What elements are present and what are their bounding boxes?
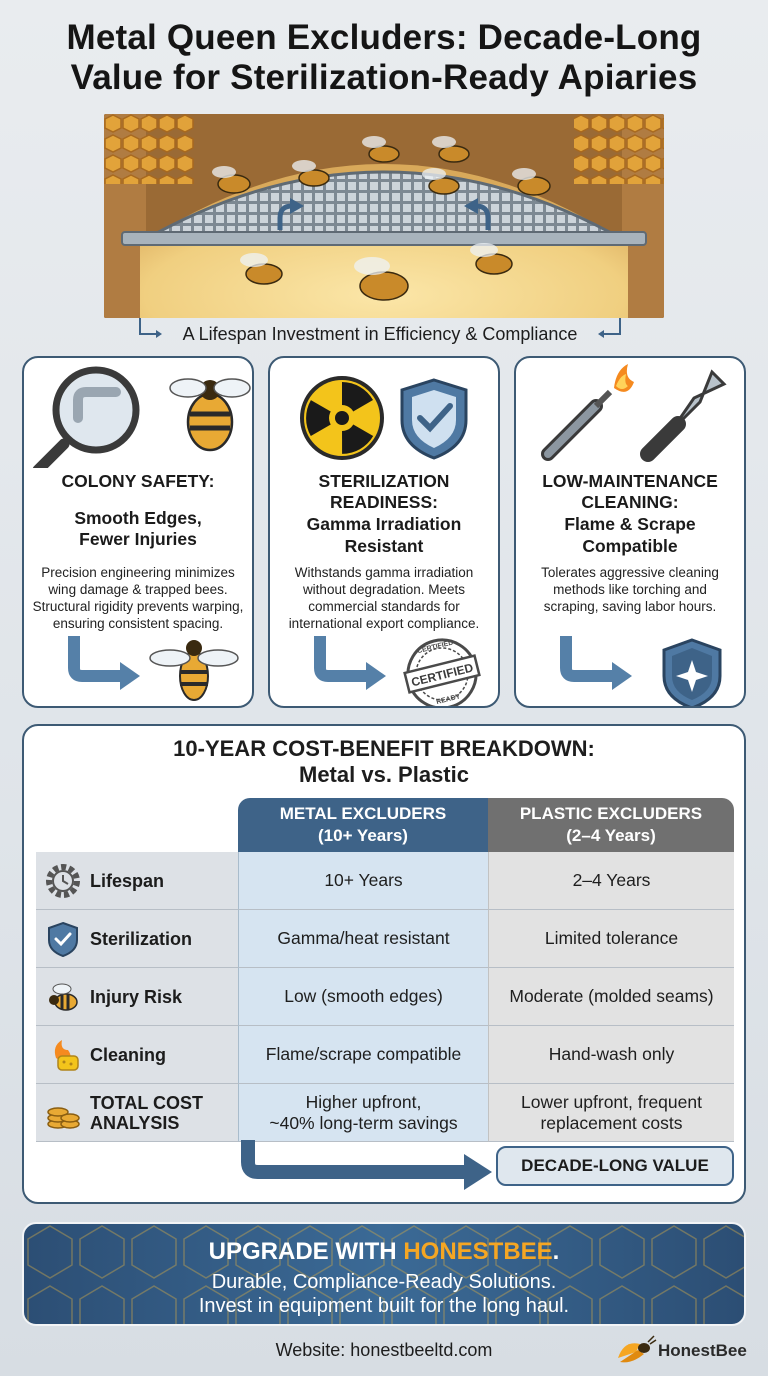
bee-logo-icon bbox=[614, 1334, 658, 1368]
card-body-line: ensuring consistent spacing. bbox=[52, 616, 224, 631]
plastic-value: Moderate (molded seams) bbox=[488, 968, 734, 1026]
metal-value-line: Higher upfront, bbox=[305, 1091, 422, 1112]
card-body-line: methods like torching and bbox=[553, 582, 707, 597]
table-row bbox=[36, 852, 734, 910]
row-label-cell bbox=[36, 1084, 238, 1142]
page-title bbox=[0, 18, 768, 98]
honestbee-logo bbox=[614, 1334, 764, 1368]
title-line-1: Metal Queen Excluders: Decade-Long bbox=[66, 18, 702, 57]
shield-sparkle-icon bbox=[664, 640, 720, 708]
card-subhead-line: Fewer Injuries bbox=[79, 529, 197, 549]
card-body-line: Withstands gamma irradiation bbox=[294, 565, 474, 580]
column-header-sub: (2–4 Years) bbox=[566, 826, 656, 845]
row-label-cell bbox=[36, 852, 238, 910]
hive-excluder-illustration bbox=[104, 114, 664, 318]
radiation-icon bbox=[295, 378, 382, 463]
card-subhead-line: Smooth Edges, bbox=[74, 508, 202, 528]
plastic-value: 2–4 Years bbox=[488, 852, 734, 910]
card-icons bbox=[270, 358, 498, 468]
hero-caption: A Lifespan Investment in Efficiency & Compliance bbox=[182, 324, 578, 344]
card-bottom-art bbox=[270, 618, 498, 708]
stamp-center-text: CERTIFIED bbox=[409, 660, 475, 690]
row-label-cell bbox=[36, 910, 238, 968]
plastic-value: Hand-wash only bbox=[488, 1026, 734, 1084]
card-body-line: Precision engineering minimizes bbox=[41, 565, 235, 580]
cta-banner bbox=[22, 1222, 746, 1326]
shield-check-icon bbox=[44, 920, 82, 958]
card-bottom-art bbox=[516, 618, 744, 708]
metal-value: Gamma/heat resistant bbox=[238, 910, 488, 968]
card-body-line: commercial standards for bbox=[308, 599, 460, 614]
card-heading: COLONY SAFETY: bbox=[61, 471, 215, 491]
table-row bbox=[36, 968, 734, 1026]
hero-illustration bbox=[104, 114, 664, 318]
card-heading: LOW-MAINTENANCE bbox=[542, 471, 718, 491]
hero-caption-bracket bbox=[130, 318, 630, 348]
cost-benefit-table bbox=[22, 724, 746, 1204]
cta-headline bbox=[24, 1238, 744, 1266]
cta-line-3: Invest in equipment built for the long haul. bbox=[198, 1295, 570, 1317]
plastic-value-line: replacement costs bbox=[540, 1112, 683, 1133]
column-header-plastic bbox=[488, 798, 734, 852]
certified-stamp-icon bbox=[399, 632, 485, 708]
bee-icon bbox=[170, 379, 250, 450]
cta-suffix: . bbox=[552, 1238, 560, 1265]
gear-clock-icon bbox=[44, 862, 82, 900]
table-row bbox=[36, 1084, 734, 1142]
card-low-maintenance-cleaning bbox=[514, 356, 746, 708]
cta-brand: HONESTBEE bbox=[403, 1238, 553, 1265]
row-label: Injury Risk bbox=[90, 987, 183, 1007]
table-row bbox=[36, 910, 734, 968]
row-label: Cleaning bbox=[90, 1045, 167, 1065]
bee-icon bbox=[150, 640, 238, 700]
column-header-sub: (10+ Years) bbox=[318, 826, 408, 845]
cta-line-2: Durable, Compliance-Ready Solutions. bbox=[211, 1271, 557, 1293]
plastic-value: Limited tolerance bbox=[488, 910, 734, 968]
arrow-icon bbox=[74, 636, 140, 690]
card-subhead-line: Flame & Scrape bbox=[564, 514, 696, 534]
table-title bbox=[24, 736, 744, 788]
torch-icon bbox=[548, 364, 634, 454]
card-body-line: scraping, saving labor hours. bbox=[543, 599, 717, 614]
flame-sponge-icon bbox=[44, 1036, 82, 1074]
row-label: Lifespan bbox=[90, 871, 165, 891]
metal-value-line: ~40% long-term savings bbox=[269, 1112, 458, 1133]
title-line-2: Value for Sterilization-Ready Apiaries bbox=[70, 58, 698, 97]
shield-check-icon bbox=[402, 380, 466, 458]
arrow-icon bbox=[320, 636, 386, 690]
row-label-line: ANALYSIS bbox=[90, 1113, 180, 1133]
logo-text: HonestBee bbox=[658, 1341, 747, 1360]
scraper-icon bbox=[648, 372, 724, 454]
arrow-icon bbox=[566, 636, 632, 690]
card-body-line: wing damage & trapped bees. bbox=[48, 582, 228, 597]
card-body-line: Structural rigidity prevents warping, bbox=[32, 599, 244, 614]
card-subhead-line: Compatible bbox=[582, 536, 678, 556]
website-link[interactable]: Website: honestbeeltd.com bbox=[275, 1340, 493, 1360]
value-arrow-icon bbox=[236, 1140, 496, 1200]
card-bottom-art bbox=[24, 618, 252, 708]
column-header-name: METAL EXCLUDERS bbox=[279, 804, 447, 823]
row-label-cell bbox=[36, 968, 238, 1026]
metal-value bbox=[238, 1084, 488, 1142]
plastic-value bbox=[488, 1084, 734, 1142]
card-subhead-line: READINESS: bbox=[330, 492, 438, 512]
table-title-line-1: 10-YEAR COST-BENEFIT BREAKDOWN: bbox=[173, 736, 595, 761]
row-label-cell bbox=[36, 1026, 238, 1084]
coins-icon bbox=[44, 1094, 82, 1132]
card-subhead-line: Resistant bbox=[344, 536, 424, 556]
cta-prefix: UPGRADE WITH bbox=[208, 1238, 404, 1265]
stamp-top-text: CERTIFIED bbox=[416, 639, 455, 656]
stamp-bottom-text: READY bbox=[435, 693, 462, 707]
card-icons bbox=[516, 358, 744, 468]
row-label bbox=[90, 1084, 203, 1142]
card-body-line: without degradation. Meets bbox=[302, 582, 466, 597]
card-heading: STERILIZATION bbox=[318, 471, 450, 491]
magnifier-icon bbox=[38, 370, 136, 468]
row-label: Sterilization bbox=[90, 929, 193, 949]
card-body-line: international export compliance. bbox=[288, 616, 480, 631]
metal-value: 10+ Years bbox=[238, 852, 488, 910]
card-subhead-line: CLEANING: bbox=[581, 492, 679, 512]
table-title-line-2: Metal vs. Plastic bbox=[299, 762, 469, 787]
card-body-line: Tolerates aggressive cleaning bbox=[541, 565, 719, 580]
card-icons bbox=[24, 358, 252, 468]
column-header-metal bbox=[238, 798, 488, 852]
card-subhead-line: Gamma Irradiation bbox=[306, 514, 462, 534]
row-label-line: TOTAL COST bbox=[90, 1093, 204, 1113]
card-colony-safety bbox=[22, 356, 254, 708]
table-row bbox=[36, 1026, 734, 1084]
metal-value: Flame/scrape compatible bbox=[238, 1026, 488, 1084]
column-header-name: PLASTIC EXCLUDERS bbox=[519, 804, 703, 823]
bee-icon bbox=[44, 978, 82, 1016]
decade-long-value-banner: DECADE-LONG VALUE bbox=[496, 1146, 734, 1186]
card-sterilization-readiness bbox=[268, 356, 500, 708]
plastic-value-line: Lower upfront, frequent bbox=[521, 1091, 702, 1112]
metal-value: Low (smooth edges) bbox=[238, 968, 488, 1026]
